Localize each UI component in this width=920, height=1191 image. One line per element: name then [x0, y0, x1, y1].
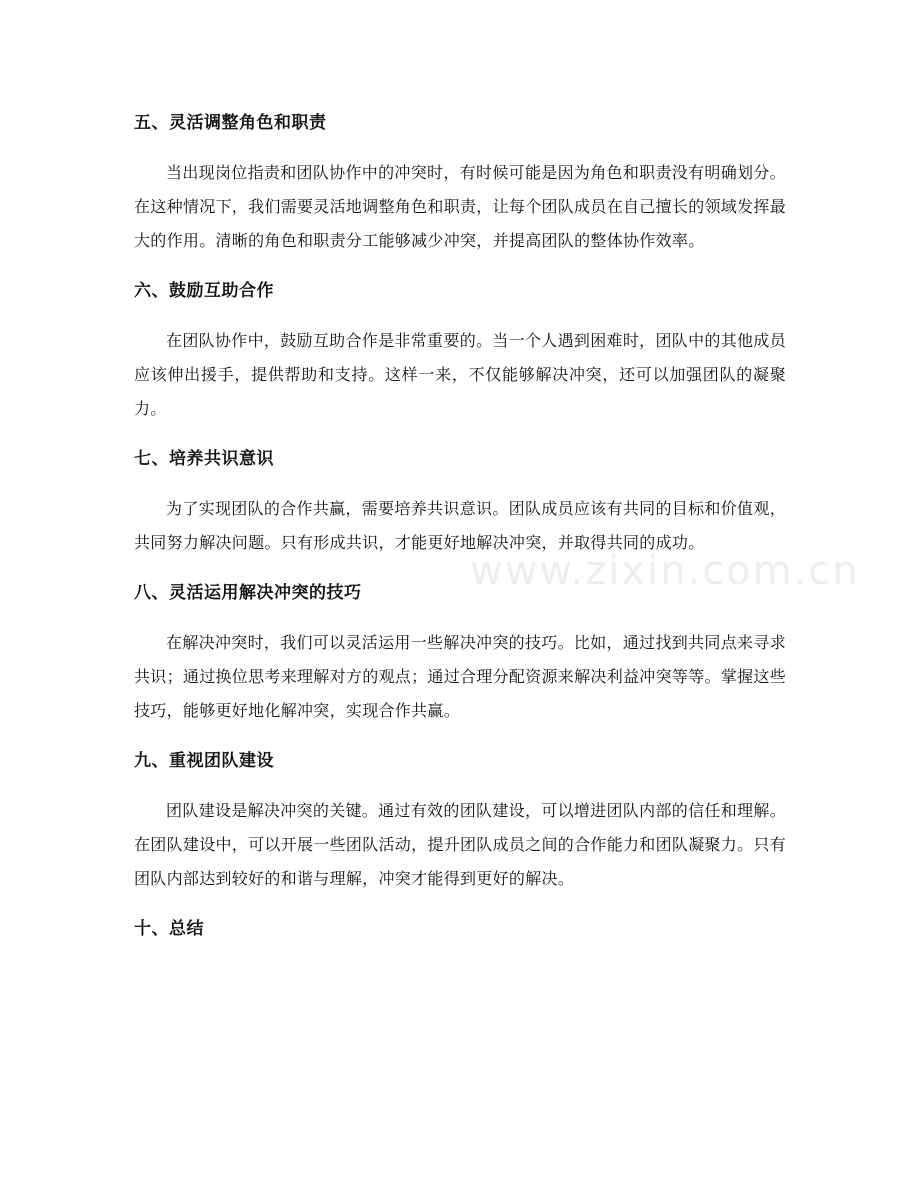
- section-5: [134, 108, 786, 258]
- section-heading: 五、灵活调整角色和职责: [134, 113, 327, 133]
- section-paragraph: 为了实现团队的合作共赢，需要培养共识意识。团队成员应该有共同的目标和价值观，共同努力解决问题。只有形成共识，才能更好地解决冲突，并取得共同的成功。: [134, 499, 786, 552]
- section-heading: 七、培养共识意识: [134, 449, 274, 469]
- section-paragraph: 在解决冲突时，我们可以灵活运用一些解决冲突的技巧。比如，通过找到共同点来寻求共识；通过换位思考来理解对方的观点；通过合理分配资源来解决利益冲突等等。掌握这些技巧，能够更好地化解冲突，实现合作共赢。: [134, 633, 787, 720]
- section-paragraph: 团队建设是解决冲突的关键。通过有效的团队建设，可以增进团队内部的信任和理解。在团队建设中，可以开展一些团队活动，提升团队成员之间的合作能力和团队凝聚力。只有团队内部达到较好的和谐与理解，冲突才能得到更好的解决。: [134, 801, 787, 888]
- watermark: www.zixin.com.cn: [470, 548, 860, 594]
- section-paragraph: 当出现岗位指责和团队协作中的冲突时，有时候可能是因为角色和职责没有明确划分。在这种情况下，我们需要灵活地调整角色和职责，让每个团队成员在自己擅长的领域发挥最大的作用。清晰的角色和职责分工能够减少冲突，并提高团队的整体协作效率。: [134, 163, 787, 250]
- document-body: [134, 108, 786, 962]
- section-6: [134, 276, 786, 426]
- section-8: [134, 578, 786, 728]
- section-9: [134, 746, 786, 896]
- section-7: [134, 444, 786, 560]
- section-heading: 八、灵活运用解决冲突的技巧: [134, 583, 362, 603]
- section-heading: 六、鼓励互助合作: [134, 281, 274, 301]
- section-10: [134, 914, 786, 944]
- section-heading: 十、总结: [134, 919, 204, 939]
- section-heading: 九、重视团队建设: [134, 751, 274, 771]
- section-paragraph: 在团队协作中，鼓励互助合作是非常重要的。当一个人遇到困难时，团队中的其他成员应该伸出援手，提供帮助和支持。这样一来，不仅能够解决冲突，还可以加强团队的凝聚力。: [134, 331, 786, 418]
